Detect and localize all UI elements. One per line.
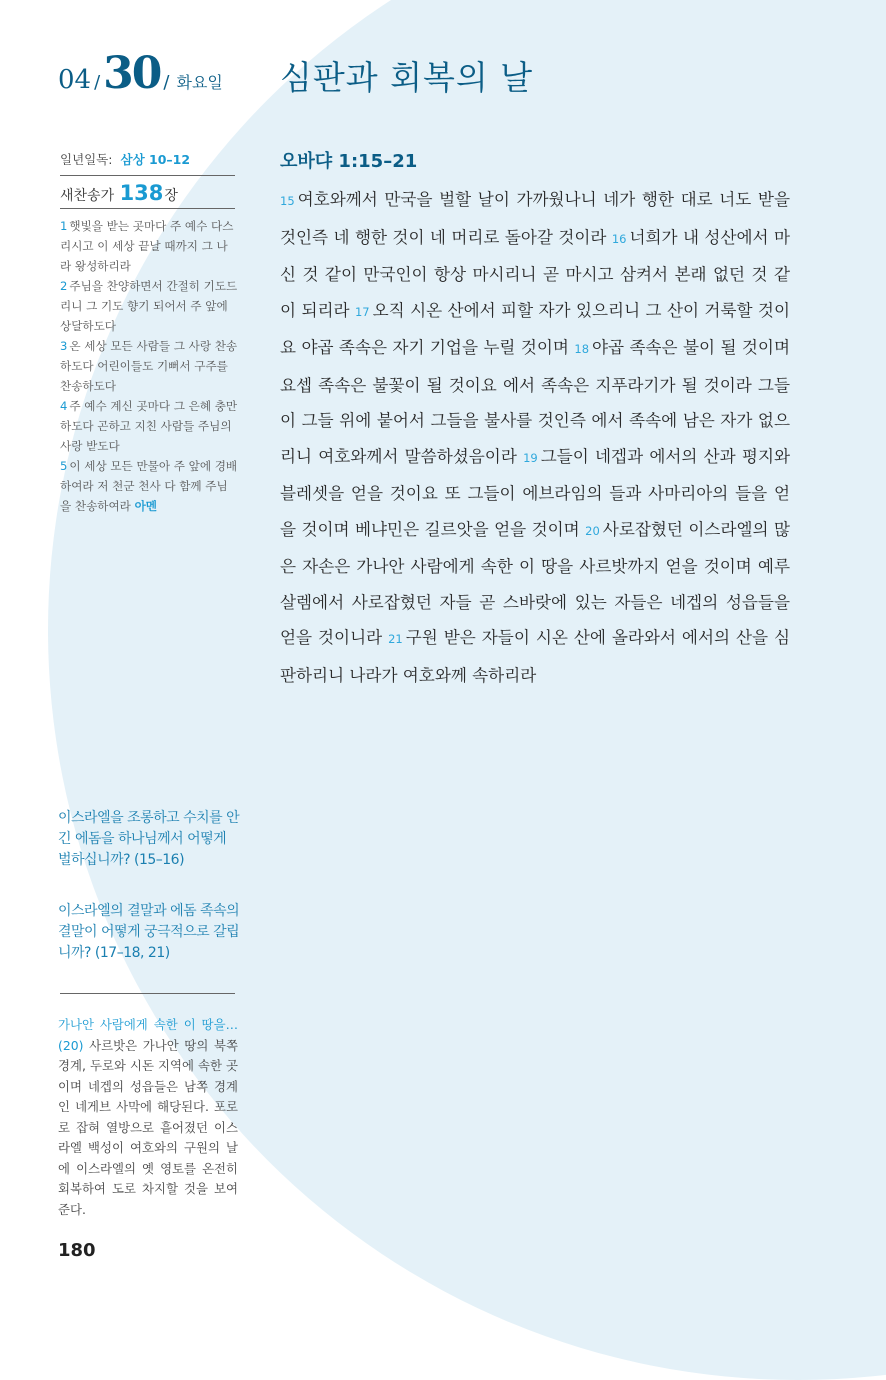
hymn-verse-number: 2 — [60, 279, 68, 293]
date-slash: / — [94, 72, 101, 93]
date-slash-2: / — [163, 72, 170, 93]
hymn-lyrics — [60, 216, 238, 516]
verse-text: 너희가 내 성산에서 마신 것 같이 만국인이 항상 마시리니 곧 마시고 삼켜서 본래 없던 것 같이 되리라 — [280, 227, 790, 320]
hymn-verse-text: 온 세상 모든 사람들 그 사랑 찬송하도다 어린이들도 기뻐서 구주를 찬송하도다 — [60, 339, 238, 393]
hymn-verse — [60, 456, 238, 516]
scripture-text — [280, 182, 790, 693]
hymn-verse-text: 주 예수 계신 곳마다 그 은혜 충만하도다 곤하고 지친 사람들 주님의 사랑 받도다 — [60, 399, 238, 453]
divider — [60, 993, 235, 994]
divider — [60, 208, 235, 209]
date-month: 04 — [58, 65, 92, 95]
hymn-verse-number: 1 — [60, 219, 68, 233]
hymn-verse — [60, 276, 238, 336]
verse-number: 16 — [611, 231, 627, 246]
hymn-verse — [60, 216, 238, 276]
note-text: 사르밧은 가나안 땅의 북쪽 경계, 두로와 시돈 지역에 속한 곳이며 네겝의 성읍들은 남쪽 경계인 네게브 사막에 해당된다. 포로로 잡혀 열방으로 흩어졌던 이스라엘 백성이 여호와의 구원의 날에 이스라엘의 옛 영토를 온전히 회복하여 도로 차지할 것을 보여준다. — [58, 1037, 238, 1217]
scripture-reference: 오바댜 1:15–21 — [280, 151, 418, 172]
verse-text: 여호와께서 만국을 벌할 날이 가까웠나니 네가 행한 대로 너도 받을 것인즉 네 행한 것이 네 머리로 돌아갈 것이라 — [280, 190, 790, 247]
hymn-label: 새찬송가 — [60, 188, 115, 204]
hymn-verse-text: 주님을 찬양하면서 간절히 기도드리니 그 기도 향기 되어서 주 앞에 상달하도다 — [60, 279, 238, 333]
question-1: 이스라엘을 조롱하고 수치를 안긴 에돔을 하나님께서 어떻게 벌하십니까? (15–16) — [58, 810, 240, 868]
commentary-note — [58, 1015, 238, 1220]
verse-number: 20 — [585, 523, 600, 538]
verse-text: 구원 받은 자들이 시온 산에 올라와서 에서의 산을 심판하리니 나라가 여호와께 속하리라 — [280, 628, 791, 685]
hymn-verse-text: 이 세상 모든 만물아 주 앞에 경배하여라 저 천군 천사 다 함께 주님을 찬송하여라 — [60, 459, 238, 513]
hymn-number: 138 — [119, 181, 164, 205]
verse-number: 19 — [523, 450, 538, 465]
question-2: 이스라엘의 결말과 에돔 족속의 결말이 어떻게 궁극적으로 갈립니까? (17–18, 21) — [58, 903, 240, 961]
hymn-verse-number: 3 — [60, 339, 68, 353]
hymn-heading — [60, 181, 178, 205]
verse-number: 17 — [354, 304, 370, 319]
verse-number: 21 — [388, 632, 403, 646]
note-highlight: 가나안 사람에게 속한 이 땅을…(20) — [58, 1017, 238, 1053]
hymn-verse-text: 햇빛을 받는 곳마다 주 예수 다스리시고 이 세상 끝날 때까지 그 나라 왕성하리라 — [60, 219, 234, 273]
page-number: 180 — [58, 1240, 96, 1261]
divider — [60, 175, 235, 176]
hymn-verse-number: 4 — [60, 399, 68, 413]
daily-reading-ref: 삼상 10–12 — [120, 152, 191, 167]
daily-reading — [60, 150, 190, 168]
hymn-verse-number: 5 — [60, 459, 68, 473]
verse-text: 오직 시온 산에서 피할 자가 있으리니 그 산이 거룩할 것이요 야곱 족속은 자기 기업을 누릴 것이며 — [280, 300, 790, 357]
verse-text: 야곱 족속은 불이 될 것이며 요셉 족속은 불꽃이 될 것이요 에서 족속은 지푸라기가 될 것이라 그들이 그들 위에 붙어서 그들을 불사를 것인즉 에서 족속에 남은 자가 없으리니 여호와께서 말씀하셨음이라 — [280, 338, 790, 466]
hymn-verse — [60, 336, 238, 396]
verse-number: 15 — [280, 194, 295, 208]
date-weekday: 화요일 — [176, 73, 223, 92]
verse-text: 사로잡혔던 이스라엘의 많은 자손은 가나안 사람에게 속한 이 땅을 사르밧까지 얻을 것이며 예루살렘에서 사로잡혔던 자들 곧 스바랏에 있는 자들은 네겝의 성읍들을 얻을 것이니라 — [280, 519, 790, 647]
verse-number: 18 — [574, 342, 590, 356]
date-day: 30 — [103, 48, 161, 99]
date-header — [58, 48, 223, 99]
hymn-verse — [60, 396, 238, 456]
hymn-suffix: 장 — [164, 188, 178, 204]
hymn-amen: 아멘 — [134, 499, 157, 513]
verse-text: 그들이 네겝과 에서의 산과 평지와 블레셋을 얻을 것이요 또 그들이 에브라임의 들과 사마리아의 들을 얻을 것이며 베냐민은 길르앗을 얻을 것이며 — [280, 446, 790, 539]
page-title: 심판과 회복의 날 — [280, 58, 534, 97]
daily-reading-label: 일년일독: — [60, 152, 113, 167]
